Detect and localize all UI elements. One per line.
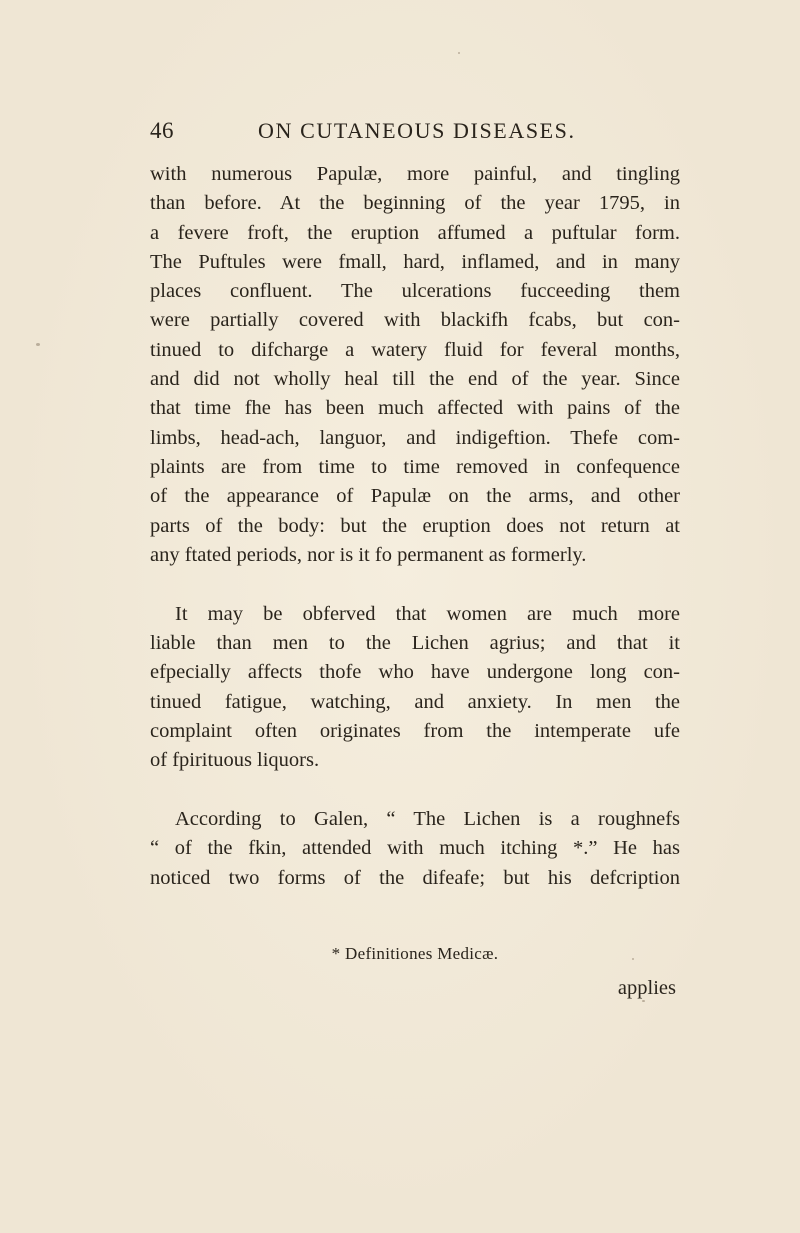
text-line: that time fhe has been much affected with pains of the	[150, 397, 680, 420]
text-line: efpecially affects thofe who have undergone long con-	[150, 661, 680, 684]
text-line: than before. At the beginning of the year 1795, in	[150, 192, 680, 215]
paper-speck	[632, 958, 634, 960]
text-line: tinued fatigue, watching, and anxiety. In men the	[150, 690, 680, 713]
text-line: were partially covered with blackifh fcabs, but con-	[150, 309, 680, 332]
text-line: plaints are from time to time removed in confequence	[150, 455, 680, 478]
footnote: * Definitiones Medicæ.	[331, 944, 499, 963]
paragraph	[150, 600, 680, 776]
text-line: of the appearance of Papulæ on the arms, and other	[150, 485, 680, 508]
text-line: According to Galen, “ The Lichen is a roughnefs	[175, 807, 680, 830]
catchword: applies	[617, 977, 676, 999]
paper-speck	[458, 52, 460, 54]
page-header	[150, 118, 690, 152]
text-line: tinued to difcharge a watery fluid for feveral months,	[150, 338, 680, 361]
text-line: It may be obferved that women are much more	[175, 602, 680, 625]
body-text	[150, 160, 680, 893]
text-line: a fevere froft, the eruption affumed a puftular form.	[150, 221, 680, 244]
page-number: 46	[150, 118, 174, 143]
text-line: any ftated periods, nor is it fo permanent as formerly.	[150, 543, 587, 566]
text-line: places confluent. The ulcerations fucceeding them	[150, 280, 680, 303]
paragraph-gap	[150, 570, 680, 600]
text-line: noticed two forms of the difeafe; but his defcription	[150, 866, 680, 889]
paragraph	[150, 805, 680, 893]
text-line: “ of the fkin, attended with much itching *.” He has	[150, 837, 680, 860]
text-line: with numerous Papulæ, more painful, and tingling	[150, 163, 680, 185]
text-line: liable than men to the Lichen agrius; and that it	[150, 631, 680, 654]
paper-speck	[36, 343, 40, 346]
running-title: ON CUTANEOUS DISEASES.	[258, 118, 576, 143]
text-line: The Puftules were fmall, hard, inflamed, and in many	[150, 250, 680, 273]
paper-speck	[642, 1000, 645, 1002]
paragraph-gap	[150, 775, 680, 805]
text-line: and did not wholly heal till the end of the year. Since	[150, 368, 680, 391]
text-line: parts of the body: but the eruption does not return at	[150, 514, 680, 537]
text-line: of fpirituous liquors.	[150, 749, 320, 772]
text-line: limbs, head-ach, languor, and indigeftion. Thefe com-	[150, 426, 680, 449]
text-line: complaint often originates from the intemperate ufe	[150, 719, 680, 742]
paragraph	[150, 160, 680, 570]
